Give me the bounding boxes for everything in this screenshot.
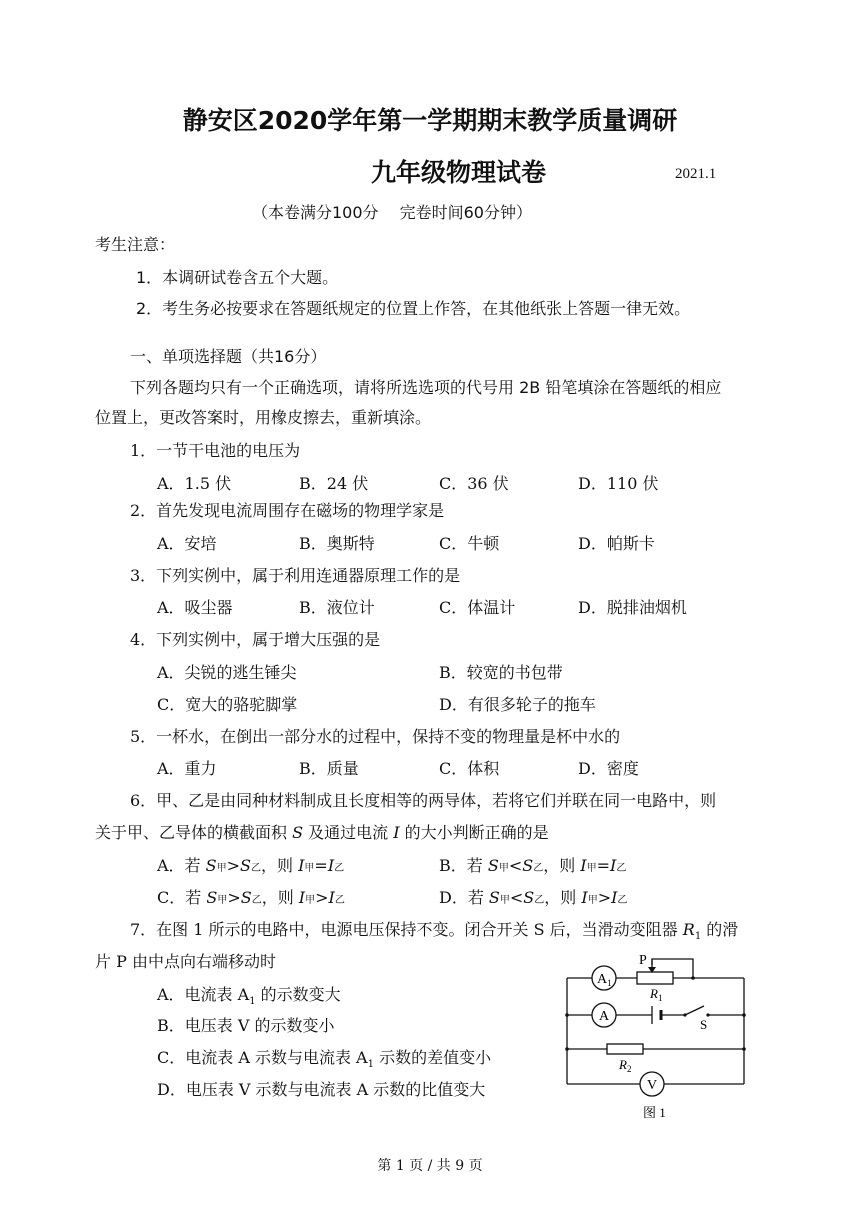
section1-instruction-2: 位置上，更改答案时，用橡皮擦去，重新填涂。: [95, 408, 432, 427]
question-6-stem-line1: 6．甲、乙是由同种材料制成且长度相等的两导体，若将它们并联在同一电路中，则: [130, 791, 717, 810]
question-5-option-b: B．质量: [299, 759, 359, 778]
question-3-stem: 3．下列实例中，属于利用连通器原理工作的是: [130, 566, 461, 585]
question-3-option-b: B．液位计: [299, 598, 375, 617]
question-5-option-c: C．体积: [439, 759, 500, 778]
label-p: P: [639, 953, 647, 968]
label-r2: $R_2$: [619, 1057, 632, 1074]
question-7-stem-line1: 7．在图 1 所示的电路中，电源电压保持不变。闭合开关 S 后，当滑动变阻器 $R_1$ 的滑: [130, 920, 739, 943]
question-2-option-c: C．牛顿: [439, 534, 500, 553]
question-4-option-c: C．宽大的骆驼脚掌: [157, 695, 298, 714]
notice-item-1: 1．本调研试卷含五个大题。: [136, 268, 339, 287]
question-7-option-c: C．电流表 A 示数与电流表 $A_1$ 示数的差值变小: [157, 1048, 492, 1071]
question-2-option-d: D．帕斯卡: [578, 534, 655, 553]
question-3-option-d: D．脱排油烟机: [578, 598, 687, 617]
question-7-stem-line2: 片 P 由中点向右端移动时: [95, 952, 276, 971]
question-3-option-a: A．吸尘器: [157, 598, 233, 617]
exam-subtitle: 九年级物理试卷: [371, 158, 547, 187]
label-s: S: [700, 1017, 708, 1032]
question-1-option-b: B．24 伏: [299, 474, 369, 493]
switch-icon: [683, 1013, 686, 1016]
question-5-stem: 5．一杯水，在倒出一部分水的过程中，保持不变的物理量是杯中水的: [130, 727, 621, 746]
question-6-option-b: B．若 S甲<S乙，则 I甲=I乙: [439, 856, 627, 875]
question-1-option-c: C．36 伏: [439, 474, 509, 493]
exam-info: （本卷满分100分 完卷时间60分钟）: [252, 203, 532, 222]
label-v: V: [647, 1078, 658, 1093]
figure-caption: 图 1: [643, 1105, 666, 1120]
question-7-option-b: B．电压表 V 的示数变小: [157, 1016, 335, 1035]
question-5-option-d: D．密度: [578, 759, 639, 778]
label-a1: $A_1$: [597, 972, 612, 988]
question-3-option-c: C．体温计: [439, 598, 516, 617]
question-4-option-b: B．较宽的书包带: [439, 663, 563, 682]
notice-heading: 考生注意：: [95, 235, 176, 254]
notice-item-2: 2．考生务必按要求在答题纸规定的位置上作答，在其他纸张上答题一律无效。: [136, 299, 691, 318]
question-2-option-a: A．安培: [157, 534, 217, 553]
question-6-stem-line2: 关于甲、乙导体的横截面积 S 及通过电流 I 的大小判断正确的是: [95, 823, 549, 842]
question-7-option-a: A．电流表 $A_1$ 的示数变大: [157, 985, 341, 1008]
question-1-stem: 1．一节干电池的电压为: [130, 441, 301, 460]
circuit-diagram: [555, 945, 755, 1130]
resistor-r2: [607, 1044, 643, 1054]
page-footer: 第 1 页 / 共 9 页: [377, 1158, 483, 1174]
exam-title: 静安区2020学年第一学期期末教学质量调研: [182, 106, 678, 135]
question-4-stem: 4．下列实例中，属于增大压强的是: [130, 630, 381, 649]
exam-date: 2021.1: [675, 166, 717, 182]
section1-instruction-1: 下列各题均只有一个正确选项，请将所选选项的代号用 2B 铅笔填涂在答题纸的相应: [130, 378, 722, 397]
question-2-stem: 2．首先发现电流周围存在磁场的物理学家是: [130, 501, 445, 520]
question-1-option-a: A．1.5 伏: [157, 474, 232, 493]
label-a: A: [599, 1009, 610, 1024]
question-7-option-d: D．电压表 V 示数与电流表 A 示数的比值变大: [157, 1080, 486, 1099]
section1-heading: 一、单项选择题（共16分）: [130, 347, 327, 366]
question-4-option-d: D．有很多轮子的拖车: [439, 695, 596, 714]
question-5-option-a: A．重力: [157, 759, 217, 778]
label-r1: $R_1$: [650, 986, 663, 1003]
question-6-option-a: A．若 S甲>S乙，则 I甲=I乙: [157, 856, 345, 875]
question-1-option-d: D．110 伏: [578, 474, 659, 493]
question-4-option-a: A．尖锐的逃生锤尖: [157, 663, 297, 682]
question-6-option-c: C．若 S甲>S乙，则 I甲>I乙: [157, 888, 345, 907]
question-6-option-d: D．若 S甲<S乙，则 I甲>I乙: [439, 888, 628, 907]
resistor-r1: [637, 972, 673, 984]
question-2-option-b: B．奥斯特: [299, 534, 375, 553]
